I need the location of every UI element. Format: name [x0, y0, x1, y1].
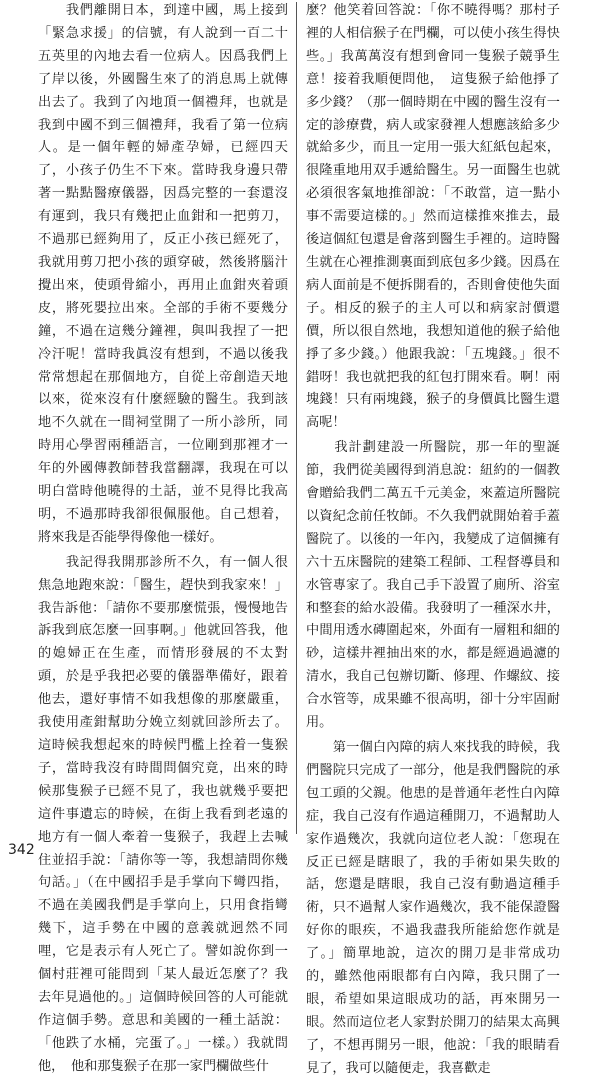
paragraph: 我們離開日本，到達中國，馬上接到「緊急求援」的信號，有人說到一百二十五英里的內地去看一位病人。因爲我們上了岸以後，外國醫生來了的消息馬上就傳出去了。我到了內地頂一個禮拜，也就是我到中國不到三個禮拜，我看了第一位病人。是一個年輕的婦產孕婦，已經四天了，小孩子仍生不下來。當時我身邊只帶著一點點醫療儀器，因爲完整的一套還沒有運到，我只有幾把止血鉗和一把剪刀，不過那已經夠用了，反正小孩已經死了，我就用剪刀把小孩的頭穿破，然後將腦汁攪出來，使頭骨縮小，再用止血鉗夾着頭皮，將死嬰拉出來。全部的手術不要幾分鐘，不過在這幾分鐘裡，與叫我捏了一把冷汗呢！當時我眞沒有想到，不過以後我常常想起在那個地方，自從上帝創造天地以來，從來沒有什麼經驗的醫生。我到該地不久就在一間祠堂開了一所小診所，同時用心學習兩種語言，一位剛到那裡才一年的外國傳教師替我當翻譯，我現在可以明白當時他曉得的土話，並不見得比我高明，不過那時我卻很佩服他。自己想着，將來我是否能學得像他一樣好。: [38, 3, 288, 545]
paragraph: 第一個白內障的病人來找我的時候，我們醫院只完成了一部分，他是我們醫院的承包工頭的父親。他患的是普通年老性白內障症，我自己沒有作過這種開刀，不過幫助人家作過幾次，我就向這位老人說：「您現在反正已經是瞎眼了，我的手術如果失敗的話，您還是瞎眼，我自己沒有動過這種手術，只不過幫人家作過幾次，我不能保證醫好你的眼疾，不過我盡我所能給您作就是了。」簡單地說，這次的開刀是非常成功的，雖然他兩眼都有白內障，我只開了一眼，希望如果這眼成功的話，再來開另一眼。然而這位老人家對於開刀的結果太高興了，不想再開另一眼，他說：「我的眼睛看見了，我可以隨便走，我喜歡走: [306, 740, 560, 1076]
left-column: [38, 0, 288, 1079]
paragraph: 麼？他笑着回答說：「你不曉得嗎？那村子裡的人相信猴子在門欄，可以使小孩生得快些。」我萬萬沒有想到會同一隻猴子競爭生意！接着我順便問他， 這隻猴子給他掙了多少錢？（那一個時期在中國的醫生沒有一定的診療費，病人或家發裡人想應該給多少就給多少，而且一定用一張大紅紙包起來，很隆重地用双手遞給醫生。另一面醫生也就必須很客氣地推卻說：「不敢當，這一點小事不需要這樣的。」然而這樣推來推去，最後這個紅包還是會落到醫生手裡的。這時醫生就在心裡推測裏面到底包多少錢。因爲在病人面前是不便拆開看的，否則會使他失面子。相反的猴子的主人可以和病家討價還價，所以很自然地，我想知道他的猴子給他掙了多少錢。）他跟我說：「五塊錢。」很不錯呀！我也就把我的紅包打開來看。啊！兩塊錢！只有兩塊錢，猴子的身價眞比醫生還高呢！: [306, 3, 560, 431]
paragraph: 我計劃建設一所醫院，那一年的聖誕節，我們從美國得到消息說：紐約的一個教會贈給我們二萬五千元美金，來蓋這所醫院以資紀念前任牧師。不久我們就開始着手蓋醫院了。以後的一年內，我變成了這個擁有六十五床醫院的建築工程師、工程督導員和水管專家了。我自己手下設置了廁所、浴室和整套的給水設備。我發明了一種深水井，中間用透水磚圍起來，外面有一層粗和細的砂，這樣井裡抽出來的水，都是經過過濾的清水，我自己包辦切斷、修理、作螺紋、接合水管等，成果雖不很高明，卻十分牢固耐用。: [306, 440, 560, 731]
paragraph: 我記得我開那診所不久，有一個人很焦急地跑來說：「醫生，趕快到我家來！」我告訴他：「請你不要那麼慌張，慢慢地告訴我到底怎麼一回事啊。」他就回答我，他的媳婦正在生產，而情形發展的不太對頭，於是乎我把必要的儀器準備好，跟着他去，還好事情不如我想像的那麼嚴重，我使用產鉗幫助分娩立刻就回診所去了。這時候我想起來的時候門檻上拴着一隻猴子，當時我沒有時間問個究竟，出來的時候那隻猴子已經不見了，我也就幾乎要把這件事遺忘的時候，在街上我看到老遠的地方有一個人牽着一隻猴子，我趕上去喊住並招手說：「請你等一等，我想請問你幾句話。」（在中國招手是手掌向下彎四指，不過在美國我們是手掌向上，只用食指彎幾下，這手勢在中國的意義就迥然不同哩，它是表示有人死亡了。譬如說你到一個村莊裡可能問到「某人最近怎麼了？我去年見過他的。」這個時候回答的人可能就作這個手勢。意思和美國的一種土話說：「他跌了水桶，完蛋了。」一樣。）我就問他， 他和那隻猴子在那一家門欄做些什: [38, 554, 288, 1074]
page-number: 342: [8, 842, 35, 858]
right-column: [306, 0, 560, 1081]
column-divider: [296, 2, 297, 834]
